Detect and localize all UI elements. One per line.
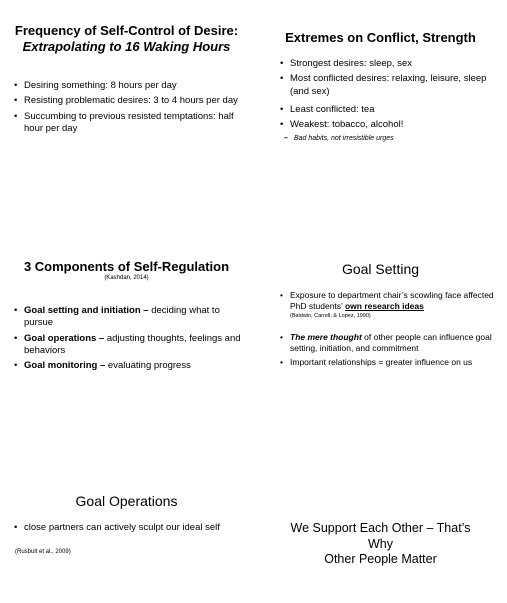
- bullet-list: [14, 80, 244, 138]
- list-item: • close partners can actively sculpt our ideal self: [14, 522, 226, 534]
- slide-title: We Support Each Other – That’s Why Other People Matter: [290, 521, 471, 567]
- list-item: • Desiring something: 8 hours per day: [14, 80, 244, 92]
- slide-title: Goal Setting: [341, 261, 420, 277]
- slide-support-each-other: [254, 402, 507, 603]
- list-item: • Least conflicted: tea: [280, 104, 506, 116]
- slide-title: Goal Operations: [75, 493, 178, 509]
- bullet-list: [14, 522, 226, 537]
- list-item: • Exposure to department chair’s scowling face affected PhD students’ own research ideas (Baldwin, Carrell, & Lopez, 1990): [280, 290, 506, 320]
- bullet-list: [14, 305, 246, 376]
- list-item: • Goal operations – adjusting thoughts, feelings and behaviors: [14, 333, 246, 358]
- citation: (Kashdan, 2014): [104, 275, 149, 281]
- citation: (Baldwin, Carrell, & Lopez, 1990): [290, 313, 371, 320]
- slide-title: 3 Components of Self-Regulation: [23, 259, 230, 274]
- list-item: • The mere thought of other people can influence goal setting, initiation, and commitment: [280, 332, 506, 354]
- list-item: • Succumbing to previous resisted temptations: half hour per day: [14, 111, 244, 136]
- list-item: • Important relationships = greater influence on us: [280, 357, 506, 368]
- sub-list-item: – Bad habits, not irresistible urges: [280, 134, 506, 143]
- slide-extremes-conflict: [254, 0, 507, 201]
- slide-title: Frequency of Self-Control of Desire: Extrapolating to 16 Waking Hours: [14, 23, 239, 54]
- slide-title: Extremes on Conflict, Strength: [285, 30, 476, 45]
- slide-goal-setting: [254, 201, 507, 402]
- slide-goal-operations: [0, 402, 253, 603]
- list-item: • Resisting problematic desires: 3 to 4 hours per day: [14, 95, 244, 107]
- slide-self-regulation-components: [0, 201, 253, 402]
- list-item: • Goal monitoring – evaluating progress: [14, 360, 246, 372]
- list-item: • Most conflicted desires: relaxing, leisure, sleep (and sex): [280, 73, 506, 98]
- bullet-list: [280, 58, 506, 146]
- list-item: • Weakest: tobacco, alcohol!: [280, 119, 506, 131]
- list-item: • Goal setting and initiation – deciding what to pursue: [14, 305, 246, 330]
- citation: (Rusbult et al., 2009): [15, 549, 71, 555]
- list-item: • Strongest desires: sleep, sex: [280, 58, 506, 70]
- slide-self-control-frequency: [0, 0, 253, 201]
- bullet-list: [280, 290, 506, 371]
